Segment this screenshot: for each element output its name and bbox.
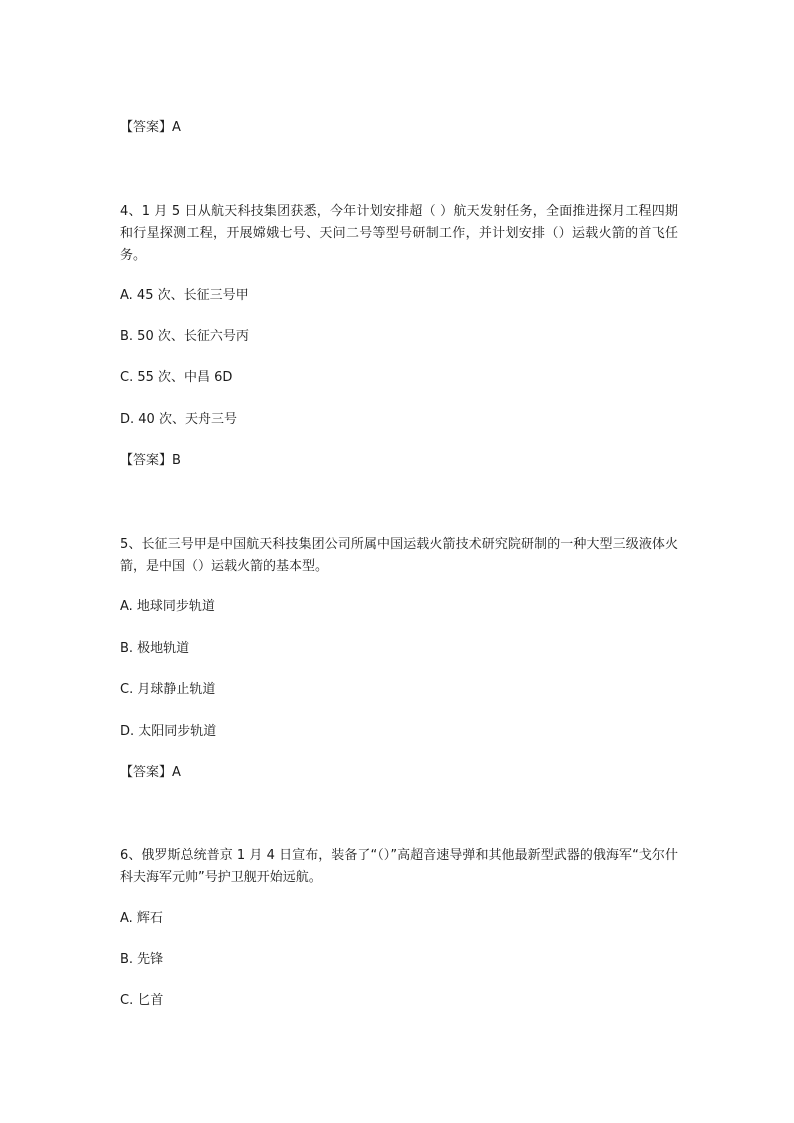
option-5c: C. 月球静止轨道 bbox=[120, 682, 216, 697]
answer-line: 【答案】B bbox=[120, 453, 181, 468]
question-6-text: 6、俄罗斯总统普京 1 月 4 日宣布，装备了“（）”高超音速导弹和其他最新型武器的俄海军“戈尔什科夫海军元帅”号护卫舰开始远航。 bbox=[120, 848, 678, 885]
option-6b: B. 先锋 bbox=[120, 952, 164, 967]
option-5b: B. 极地轨道 bbox=[120, 641, 190, 656]
option-5a: A. 地球同步轨道 bbox=[120, 599, 215, 614]
option-4d: D. 40 次、天舟三号 bbox=[120, 412, 237, 427]
option-6c: C. 匕首 bbox=[120, 993, 164, 1008]
question-5-text: 5、长征三号甲是中国航天科技集团公司所属中国运载火箭技术研究院研制的一种大型三级液体火箭，是中国（）运载火箭的基本型。 bbox=[120, 537, 678, 574]
question-4-text: 4、1 月 5 日从航天科技集团获悉，今年计划安排超（ ）航天发射任务，全面推进探月工程四期和行星探测工程，开展嫦娥七号、天问二号等型号研制工作，并计划安排（）运载火箭的首飞任务。 bbox=[120, 204, 678, 263]
answer-line: 【答案】A bbox=[120, 765, 181, 780]
option-4a: A. 45 次、长征三号甲 bbox=[120, 288, 249, 303]
option-4b: B. 50 次、长征六号丙 bbox=[120, 329, 249, 344]
option-6a: A. 辉石 bbox=[120, 911, 163, 926]
option-5d: D. 太阳同步轨道 bbox=[120, 724, 217, 739]
answer-line: 【答案】A bbox=[120, 120, 181, 135]
option-4c: C. 55 次、中昌 6D bbox=[120, 370, 233, 385]
